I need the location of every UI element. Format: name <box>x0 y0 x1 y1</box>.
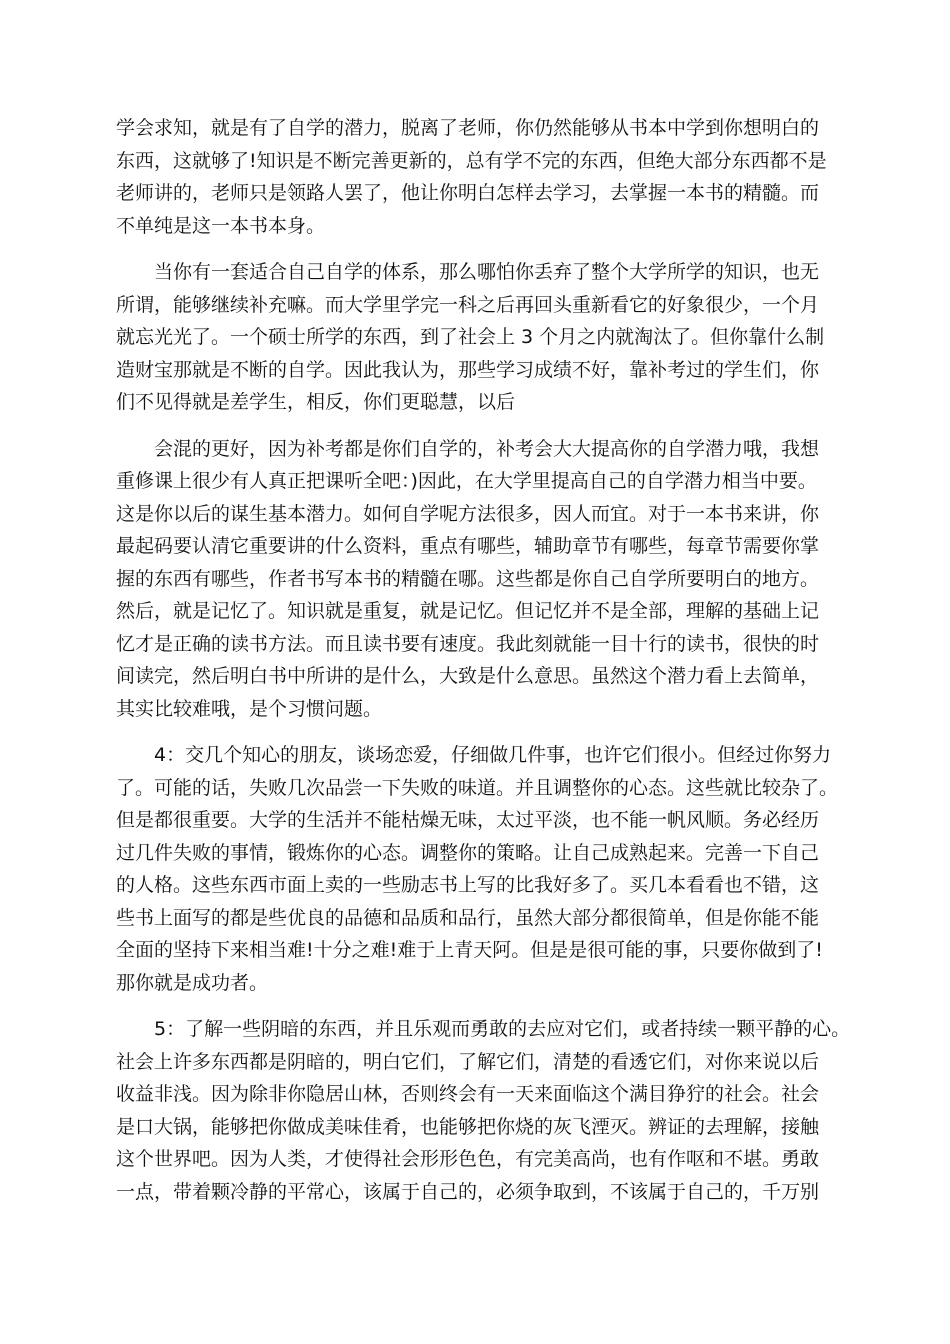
text-line: 些书上面写的都是些优良的品德和品质和品行，虽然大部分都很简单，但是你能不能 <box>116 906 820 929</box>
text-line: 全面的坚持下来相当难!十分之难!难于上青天阿。但是是很可能的事，只要你做到了! <box>116 939 823 961</box>
text-line: 这个世界吧。因为人类，才使得社会形形色色，有完美高尚，也有作呕和不堪。勇敢 <box>116 1148 820 1170</box>
text-line: 过几件失败的事情，锻炼你的心态。调整你的策略。让自己成熟起来。完善一下自己 <box>116 841 820 864</box>
paragraph-1 <box>116 112 846 242</box>
text-line: 老师讲的，老师只是领路人罢了，他让你明白怎样去学习，去掌握一本书的精髓。而 <box>116 182 820 204</box>
text-line: 东西，这就够了!知识是不断完善更新的，总有学不完的东西，但绝大部分东西都不是 <box>116 149 827 172</box>
paragraph-2 <box>116 256 846 419</box>
text-line: 会混的更好，因为补考都是你们自学的，补考会大大提高你的自学潜力哦，我想 <box>154 437 820 460</box>
text-line: 当你有一套适合自己自学的体系，那么哪怕你丢弃了整个大学所学的知识，也无 <box>154 261 820 283</box>
text-line: 社会上许多东西都是阴暗的，明白它们，了解它们，清楚的看透它们，对你来说以后 <box>116 1050 820 1073</box>
text-line: 4：交几个知心的朋友，谈场恋爱，仔细做几件事，也许它们很小。但经过你努力 <box>154 744 832 766</box>
text-line: 重修课上很少有人真正把课听全吧：)因此，在大学里提高自己的自学潜力相当中要。 <box>116 470 817 492</box>
document-body <box>116 112 851 1222</box>
text-line: 这是你以后的谋生基本潜力。如何自学呢方法很多，因人而宜。对于一本书来讲，你 <box>116 502 820 525</box>
text-line: 所谓，能够继续补充嘛。而大学里学完一科之后再回头重新看它的好象很少，一个月 <box>116 293 820 316</box>
text-line: 是口大锅，能够把你做成美味佳肴，也能够把你烧的灰飞湮灭。辨证的去理解，接触 <box>116 1115 820 1138</box>
text-line: 了。可能的话，失败几次品尝一下失败的味道。并且调整你的心态。这些就比较杂了。 <box>116 776 839 799</box>
text-line: 收益非浅。因为除非你隐居山林，否则终会有一天来面临这个满目狰狞的社会。社会 <box>116 1083 820 1105</box>
paragraph-4 <box>116 739 846 999</box>
text-line: 一点，带着颗冷静的平常心，该属于自己的，必须争取到，不该属于自己的，千万别 <box>116 1180 820 1203</box>
text-line: 间读完，然后明白书中所讲的是什么，大致是什么意思。虽然这个潜力看上去简单， <box>116 665 820 687</box>
text-line: 学会求知，就是有了自学的潜力，脱离了老师，你仍然能够从书本中学到你想明白的 <box>116 117 820 139</box>
text-line: 忆才是正确的读书方法。而且读书要有速度。我此刻就能一目十行的读书，很快的时 <box>116 632 820 655</box>
paragraph-3 <box>116 433 846 726</box>
text-line: 握的东西有哪些，作者书写本书的精髓在哪。这些都是你自己自学所要明白的地方。 <box>116 567 820 590</box>
text-line: 5：了解一些阴暗的东西，并且乐观而勇敢的去应对它们，或者持续一颗平静的心。 <box>154 1018 851 1040</box>
text-line: 但是都很重要。大学的生活并不能枯燥无味，太过平淡，也不能一帆风顺。务必经历 <box>116 809 820 831</box>
text-line: 那你就是成功者。 <box>116 971 269 994</box>
text-line: 最起码要认清它重要讲的什么资料，重点有哪些，辅助章节有哪些，每章节需要你掌 <box>116 535 820 557</box>
text-line: 的人格。这些东西市面上卖的一些励志书上写的比我好多了。买几本看看也不错，这 <box>116 874 820 896</box>
paragraph-5 <box>116 1013 851 1208</box>
text-line: 们不见得就是差学生，相反，你们更聪慧，以后 <box>116 391 516 413</box>
text-line: 然后，就是记忆了。知识就是重复，就是记忆。但记忆并不是全部，理解的基础上记 <box>116 600 820 622</box>
text-line: 就忘光光了。一个硕士所学的东西，到了社会上 3 个月之内就淘汰了。但你靠什么制 <box>116 326 825 348</box>
text-line: 造财宝那就是不断的自学。因此我认为，那些学习成绩不好，靠补考过的学生们，你 <box>116 358 820 381</box>
text-line: 其实比较难哦，是个习惯问题。 <box>116 697 383 720</box>
text-line: 不单纯是这一本书本身。 <box>116 214 326 237</box>
